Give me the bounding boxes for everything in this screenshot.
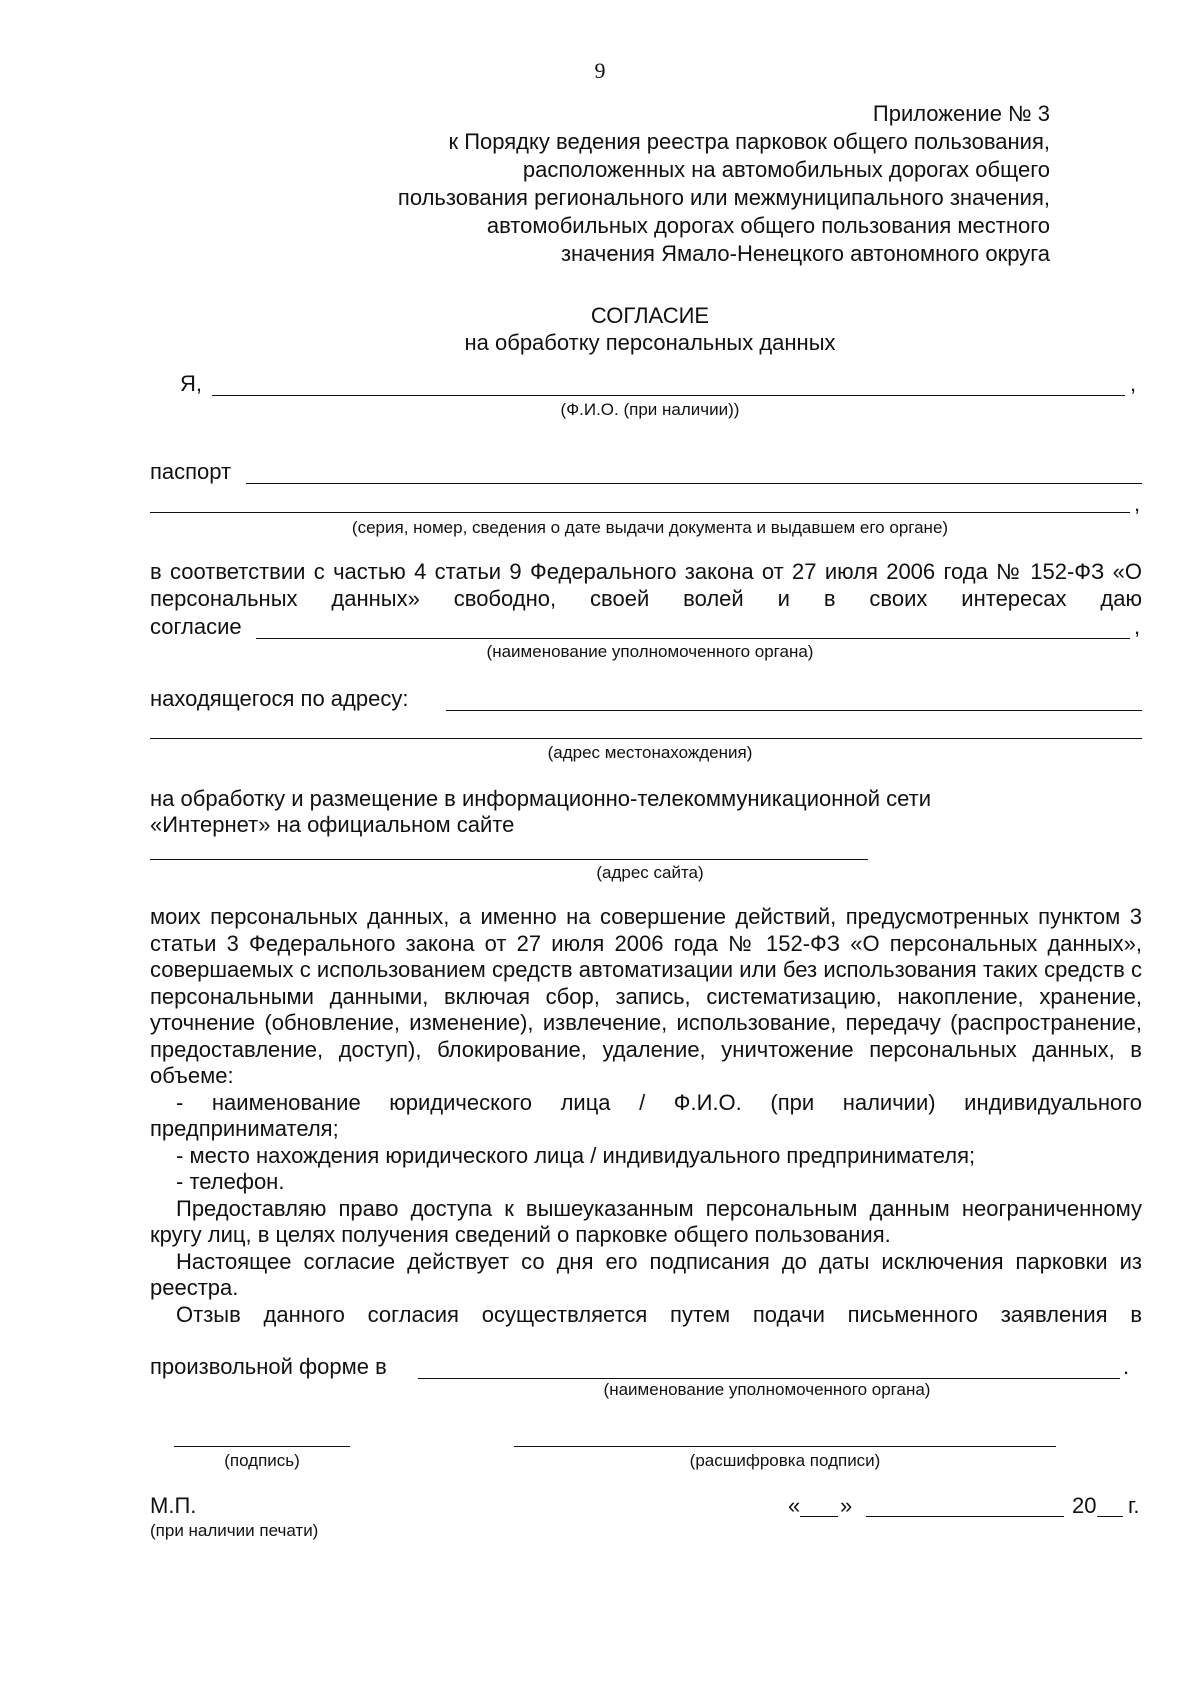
decode-caption: (расшифровка подписи) bbox=[689, 1451, 881, 1470]
organ-caption: (наименование уполномоченного органа) bbox=[486, 642, 814, 661]
date-close-quote: » bbox=[840, 1493, 853, 1518]
revoke-caption: (наименование уполномоченного органа) bbox=[603, 1380, 931, 1399]
main-body bbox=[150, 904, 1142, 1328]
site-caption: (адрес сайта) bbox=[596, 863, 704, 882]
scope-item-3: - телефон. bbox=[176, 1169, 285, 1194]
revoke-organ-line[interactable] bbox=[418, 1378, 1120, 1379]
fio-line[interactable] bbox=[212, 395, 1125, 396]
address-label: находящегося по адресу: bbox=[150, 686, 409, 711]
passport-label: паспорт bbox=[150, 459, 232, 484]
signature-line[interactable] bbox=[174, 1446, 350, 1447]
stamp-caption: (при наличии печати) bbox=[150, 1521, 319, 1540]
page-number: 9 bbox=[594, 58, 606, 83]
ya-label: Я, bbox=[180, 371, 202, 396]
basis-paragraph: в соответствии с частью 4 статьи 9 Федерального закона от 27 июля 2006 года № 152-ФЗ «О персональных данных» свободно, своей волей и в своих интересах даю bbox=[150, 559, 1142, 611]
fio-caption: (Ф.И.О. (при наличии)) bbox=[560, 400, 740, 419]
site-line[interactable] bbox=[150, 859, 868, 860]
fio-comma: , bbox=[1130, 371, 1137, 396]
year-suffix: г. bbox=[1128, 1493, 1140, 1518]
header-line-6: значения Ямало-Ненецкого автономного округа bbox=[560, 241, 1050, 266]
document-subtitle: на обработку персональных данных bbox=[464, 330, 836, 355]
main-paragraph: моих персональных данных, а именно на совершение действий, предусмотренных пунктом 3 статьи 3 Федерального закона от 27 июля 2006 года № 152-ФЗ «О персональных данных», совершаемых с использованием средств автоматизации или без использования таких средств с персональными данными, включая сбор, запись, систематизацию, накопление, хранение, уточнение (обновление, изменение), извлечение, использование, передачу (распространение, предоставление, доступ), блокирование, удаление, уничтожение персональных данных, в объеме: bbox=[150, 904, 1142, 1088]
address-line-2[interactable] bbox=[150, 738, 1142, 739]
scope-item-2: - место нахождения юридического лица / индивидуального предпринимателя; bbox=[176, 1142, 976, 1168]
organ-line[interactable] bbox=[256, 638, 1130, 639]
access-paragraph: Предоставляю право доступа к вышеуказанным персональным данным неограниченному кругу лиц, в целях получения сведений о парковке общего пользования. bbox=[150, 1195, 1142, 1247]
header-line-1: Приложение № 3 bbox=[872, 101, 1050, 126]
validity-paragraph: Настоящее согласие действует со дня его подписания до даты исключения парковки из реестра. bbox=[150, 1248, 1142, 1300]
revoke-label: произвольной форме в bbox=[150, 1354, 387, 1379]
stamp-label: М.П. bbox=[150, 1493, 197, 1518]
header-line-2: к Порядку ведения реестра парковок общего пользования, bbox=[448, 129, 1050, 154]
address-caption: (адрес местонахождения) bbox=[547, 743, 753, 762]
header-line-3: расположенных на автомобильных дорогах общего bbox=[522, 157, 1050, 182]
date-open-quote: « bbox=[788, 1493, 801, 1518]
passport-caption: (серия, номер, сведения о дате выдачи документа и выдавшем его органе) bbox=[351, 518, 949, 537]
year-prefix: 20 bbox=[1072, 1493, 1097, 1518]
passport-line-2[interactable] bbox=[150, 512, 1130, 513]
revoke-period: . bbox=[1123, 1354, 1130, 1379]
internet-line-2: «Интернет» на официальном сайте bbox=[150, 812, 515, 837]
year-line[interactable] bbox=[1097, 1516, 1123, 1517]
header-line-5: автомобильных дорогах общего пользования местного bbox=[486, 213, 1050, 238]
address-line-1[interactable] bbox=[446, 710, 1142, 711]
date-day-line[interactable] bbox=[800, 1516, 838, 1517]
decode-line[interactable] bbox=[514, 1446, 1056, 1447]
revoke-line-1: Отзыв данного согласия осуществляется путем подачи письменного заявления в bbox=[176, 1301, 1142, 1327]
consent-label: согласие bbox=[150, 614, 242, 639]
signature-caption: (подпись) bbox=[224, 1451, 300, 1470]
date-month-line[interactable] bbox=[866, 1516, 1064, 1517]
header-line-4: пользования регионального или межмуниципального значения, bbox=[397, 185, 1050, 210]
passport-comma: , bbox=[1134, 491, 1141, 516]
organ-comma: , bbox=[1134, 614, 1141, 639]
document-title: СОГЛАСИЕ bbox=[590, 303, 710, 328]
passport-line-1[interactable] bbox=[246, 483, 1142, 484]
scope-item-1: - наименование юридического лица / Ф.И.О. (при наличии) индивидуального предпринимателя; bbox=[150, 1089, 1142, 1141]
internet-line-1: на обработку и размещение в информационно-телекоммуникационной сети bbox=[150, 786, 932, 811]
